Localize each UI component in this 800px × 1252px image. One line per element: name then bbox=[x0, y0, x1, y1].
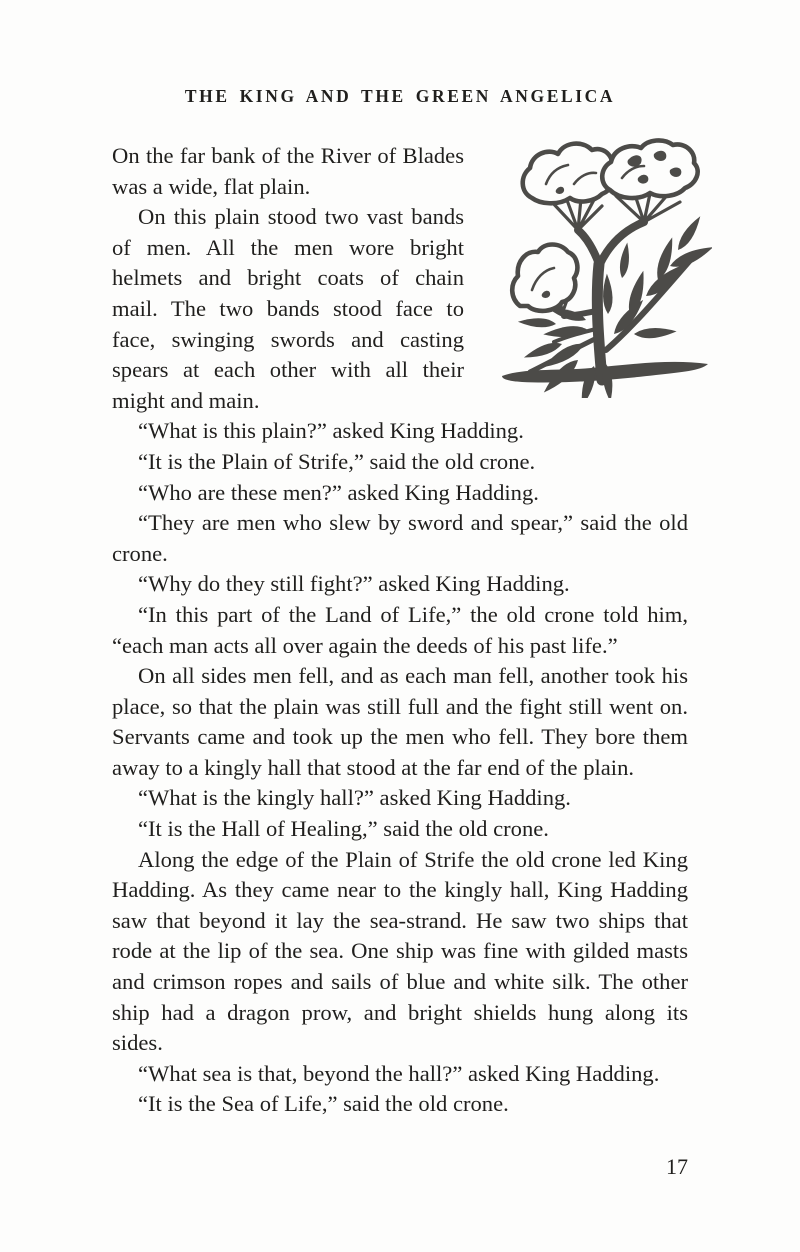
story-text-block bbox=[112, 141, 688, 1120]
text-line: “Who are these men?” asked King Hadding. bbox=[138, 479, 539, 505]
text-line: “It is the Plain of Strife,” said the old crone. bbox=[138, 448, 536, 474]
text-line: place, so that the plain was still full and the fight still went on. bbox=[112, 693, 688, 719]
text-line: “In this part of the Land of Life,” the old crone told him, bbox=[138, 601, 688, 627]
text-line: ship had a dragon prow, and bright shields hung along its bbox=[112, 999, 688, 1025]
text-line: On the far bank of the River of Blades bbox=[112, 143, 464, 168]
page-number: 17 bbox=[666, 1154, 688, 1179]
text-line: mail. The two bands stood face to bbox=[112, 295, 464, 321]
text-line: and crimson ropes and sails of blue and white silk. The other bbox=[112, 969, 688, 995]
flower-umbel-mid bbox=[512, 245, 577, 311]
text-line: “Why do they still fight?” asked King Hadding. bbox=[138, 571, 570, 597]
text-line: On this plain stood two vast bands bbox=[138, 204, 464, 230]
text-line: of men. All the men wore bright bbox=[112, 234, 464, 260]
text-line: “each man acts all over again the deeds of his past life.” bbox=[112, 632, 618, 658]
text-line: “What is this plain?” asked King Hadding. bbox=[138, 418, 524, 444]
text-line: spears at each other with all their bbox=[112, 357, 464, 383]
text-line: might and main. bbox=[112, 387, 260, 413]
text-line: was a wide, flat plain. bbox=[112, 173, 311, 199]
text-line: sides. bbox=[112, 1030, 163, 1056]
text-line: Servants came and took up the men who fell. They bore them bbox=[112, 724, 688, 750]
text-line: away to a kingly hall that stood at the far end of the plain. bbox=[112, 754, 635, 780]
text-line: “It is the Sea of Life,” said the old crone. bbox=[138, 1091, 509, 1117]
text-line: crone. bbox=[112, 540, 168, 566]
text-line: rode at the lip of the sea. One ship was fine with gilded masts bbox=[112, 938, 688, 964]
text-line: Hadding. As they came near to the kingly hall, King Hadding bbox=[112, 877, 688, 903]
text-line: Along the edge of the Plain of Strife the old crone led King bbox=[138, 846, 688, 872]
text-line: saw that beyond it lay the sea-strand. He saw two ships that bbox=[112, 907, 688, 933]
angelica-woodcut-illustration bbox=[496, 138, 712, 398]
text-line: face, swinging swords and casting bbox=[112, 326, 464, 352]
text-line: “What is the kingly hall?” asked King Hadding. bbox=[138, 785, 571, 811]
text-line: “They are men who slew by sword and spear,” said the old bbox=[138, 510, 688, 536]
text-line: “What sea is that, beyond the hall?” asked King Hadding. bbox=[138, 1060, 660, 1086]
text-line: “It is the Hall of Healing,” said the old crone. bbox=[138, 816, 549, 842]
text-line: helmets and bright coats of chain bbox=[112, 265, 464, 291]
text-line: On all sides men fell, and as each man fell, another took his bbox=[138, 663, 688, 689]
running-header: THE KING AND THE GREEN ANGELICA bbox=[184, 86, 616, 106]
leaves-right bbox=[599, 216, 712, 343]
flower-umbel-right bbox=[602, 140, 697, 198]
